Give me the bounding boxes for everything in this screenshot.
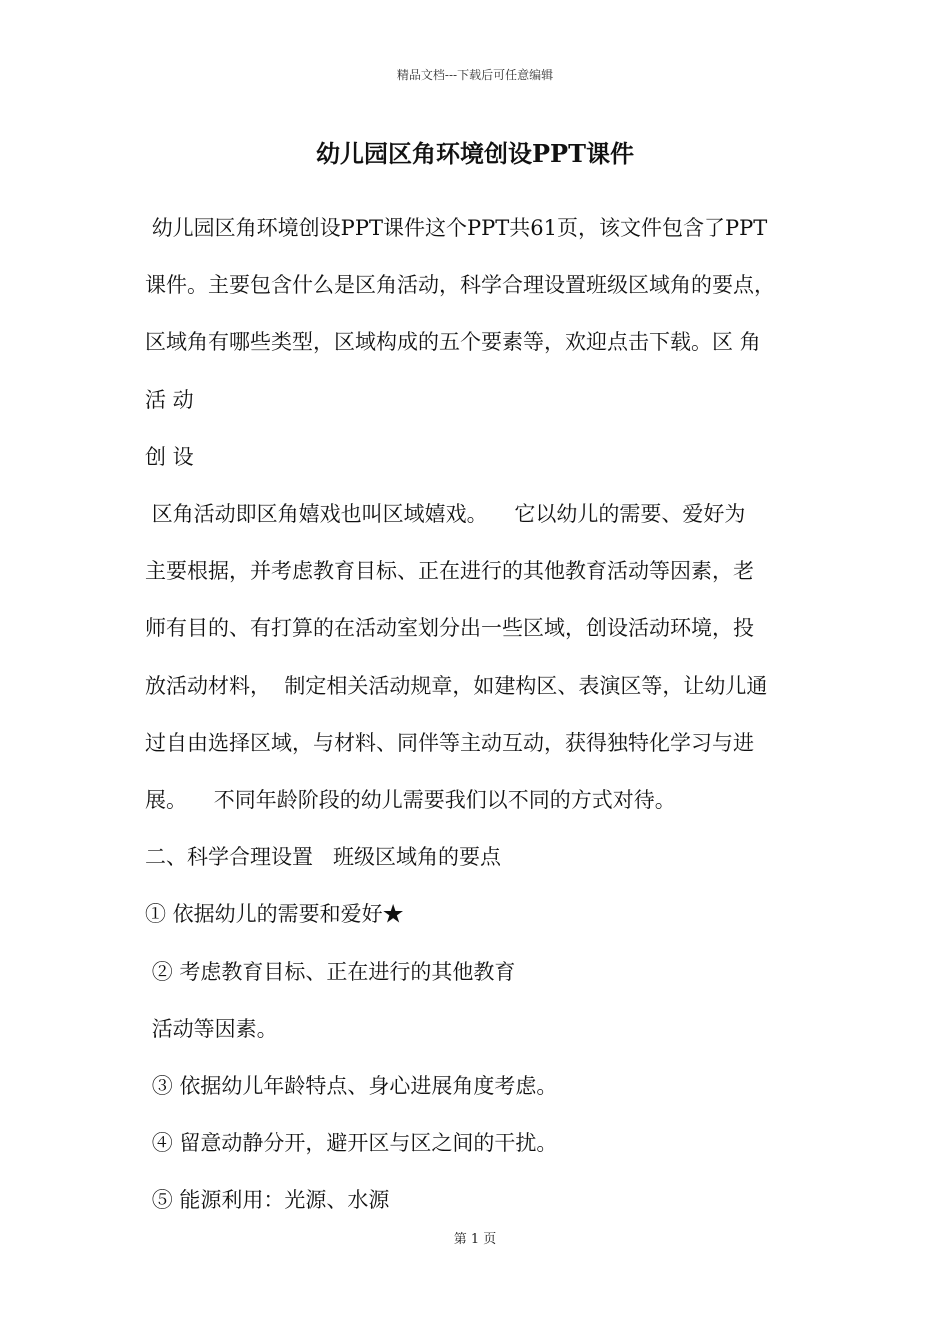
body-line: 放活动材料， 制定相关活动规章，如建构区、表演区等，让幼儿通: [145, 673, 768, 698]
page-number: 第 1 页: [453, 1232, 497, 1247]
section-heading: 二、科学合理设置 班级区域角的要点: [145, 845, 502, 870]
body-line: 创 设: [145, 444, 194, 469]
list-item: ② 考虑教育目标、正在进行的其他教育: [145, 959, 516, 984]
body-line: 师有目的、有打算的在活动室划分出一些区域，创设活动环境，投: [145, 616, 754, 641]
body-line: 区域角有哪些类型，区域构成的五个要素等，欢迎点击下载。区 角: [145, 330, 761, 355]
body-line: 幼儿园区角环境创设PPT课件这个PPT共61页，该文件包含了PPT: [145, 216, 768, 240]
body-line: 区角活动即区角嬉戏也叫区域嬉戏。 它以幼儿的需要、爱好为: [145, 502, 746, 527]
list-item: ③ 依据幼儿年龄特点、身心进展角度考虑。: [145, 1074, 558, 1099]
document-title: 幼儿园区角环境创设PPT课件: [316, 139, 634, 168]
list-item: ① 依据幼儿的需要和爱好★: [145, 902, 404, 927]
document-body: [145, 200, 815, 1230]
body-line: 过自由选择区域，与材料、同伴等主动互动，获得独特化学习与进: [145, 730, 754, 755]
list-item: ④ 留意动静分开，避开区与区之间的干扰。: [145, 1131, 558, 1156]
header-note: 精品文档---下载后可任意编辑: [396, 68, 554, 82]
list-item-continuation: 活动等因素。: [145, 1016, 278, 1041]
body-line: 展。 不同年龄阶段的幼儿需要我们以不同的方式对待。: [145, 788, 676, 813]
list-item: ⑤ 能源利用：光源、水源: [145, 1188, 390, 1213]
body-line: 主要根据，并考虑教育目标、正在进行的其他教育活动等因素，老: [145, 559, 754, 584]
body-line: 课件。主要包含什么是区角活动，科学合理设置班级区域角的要点，: [145, 273, 775, 298]
body-line: 活 动: [145, 387, 194, 412]
